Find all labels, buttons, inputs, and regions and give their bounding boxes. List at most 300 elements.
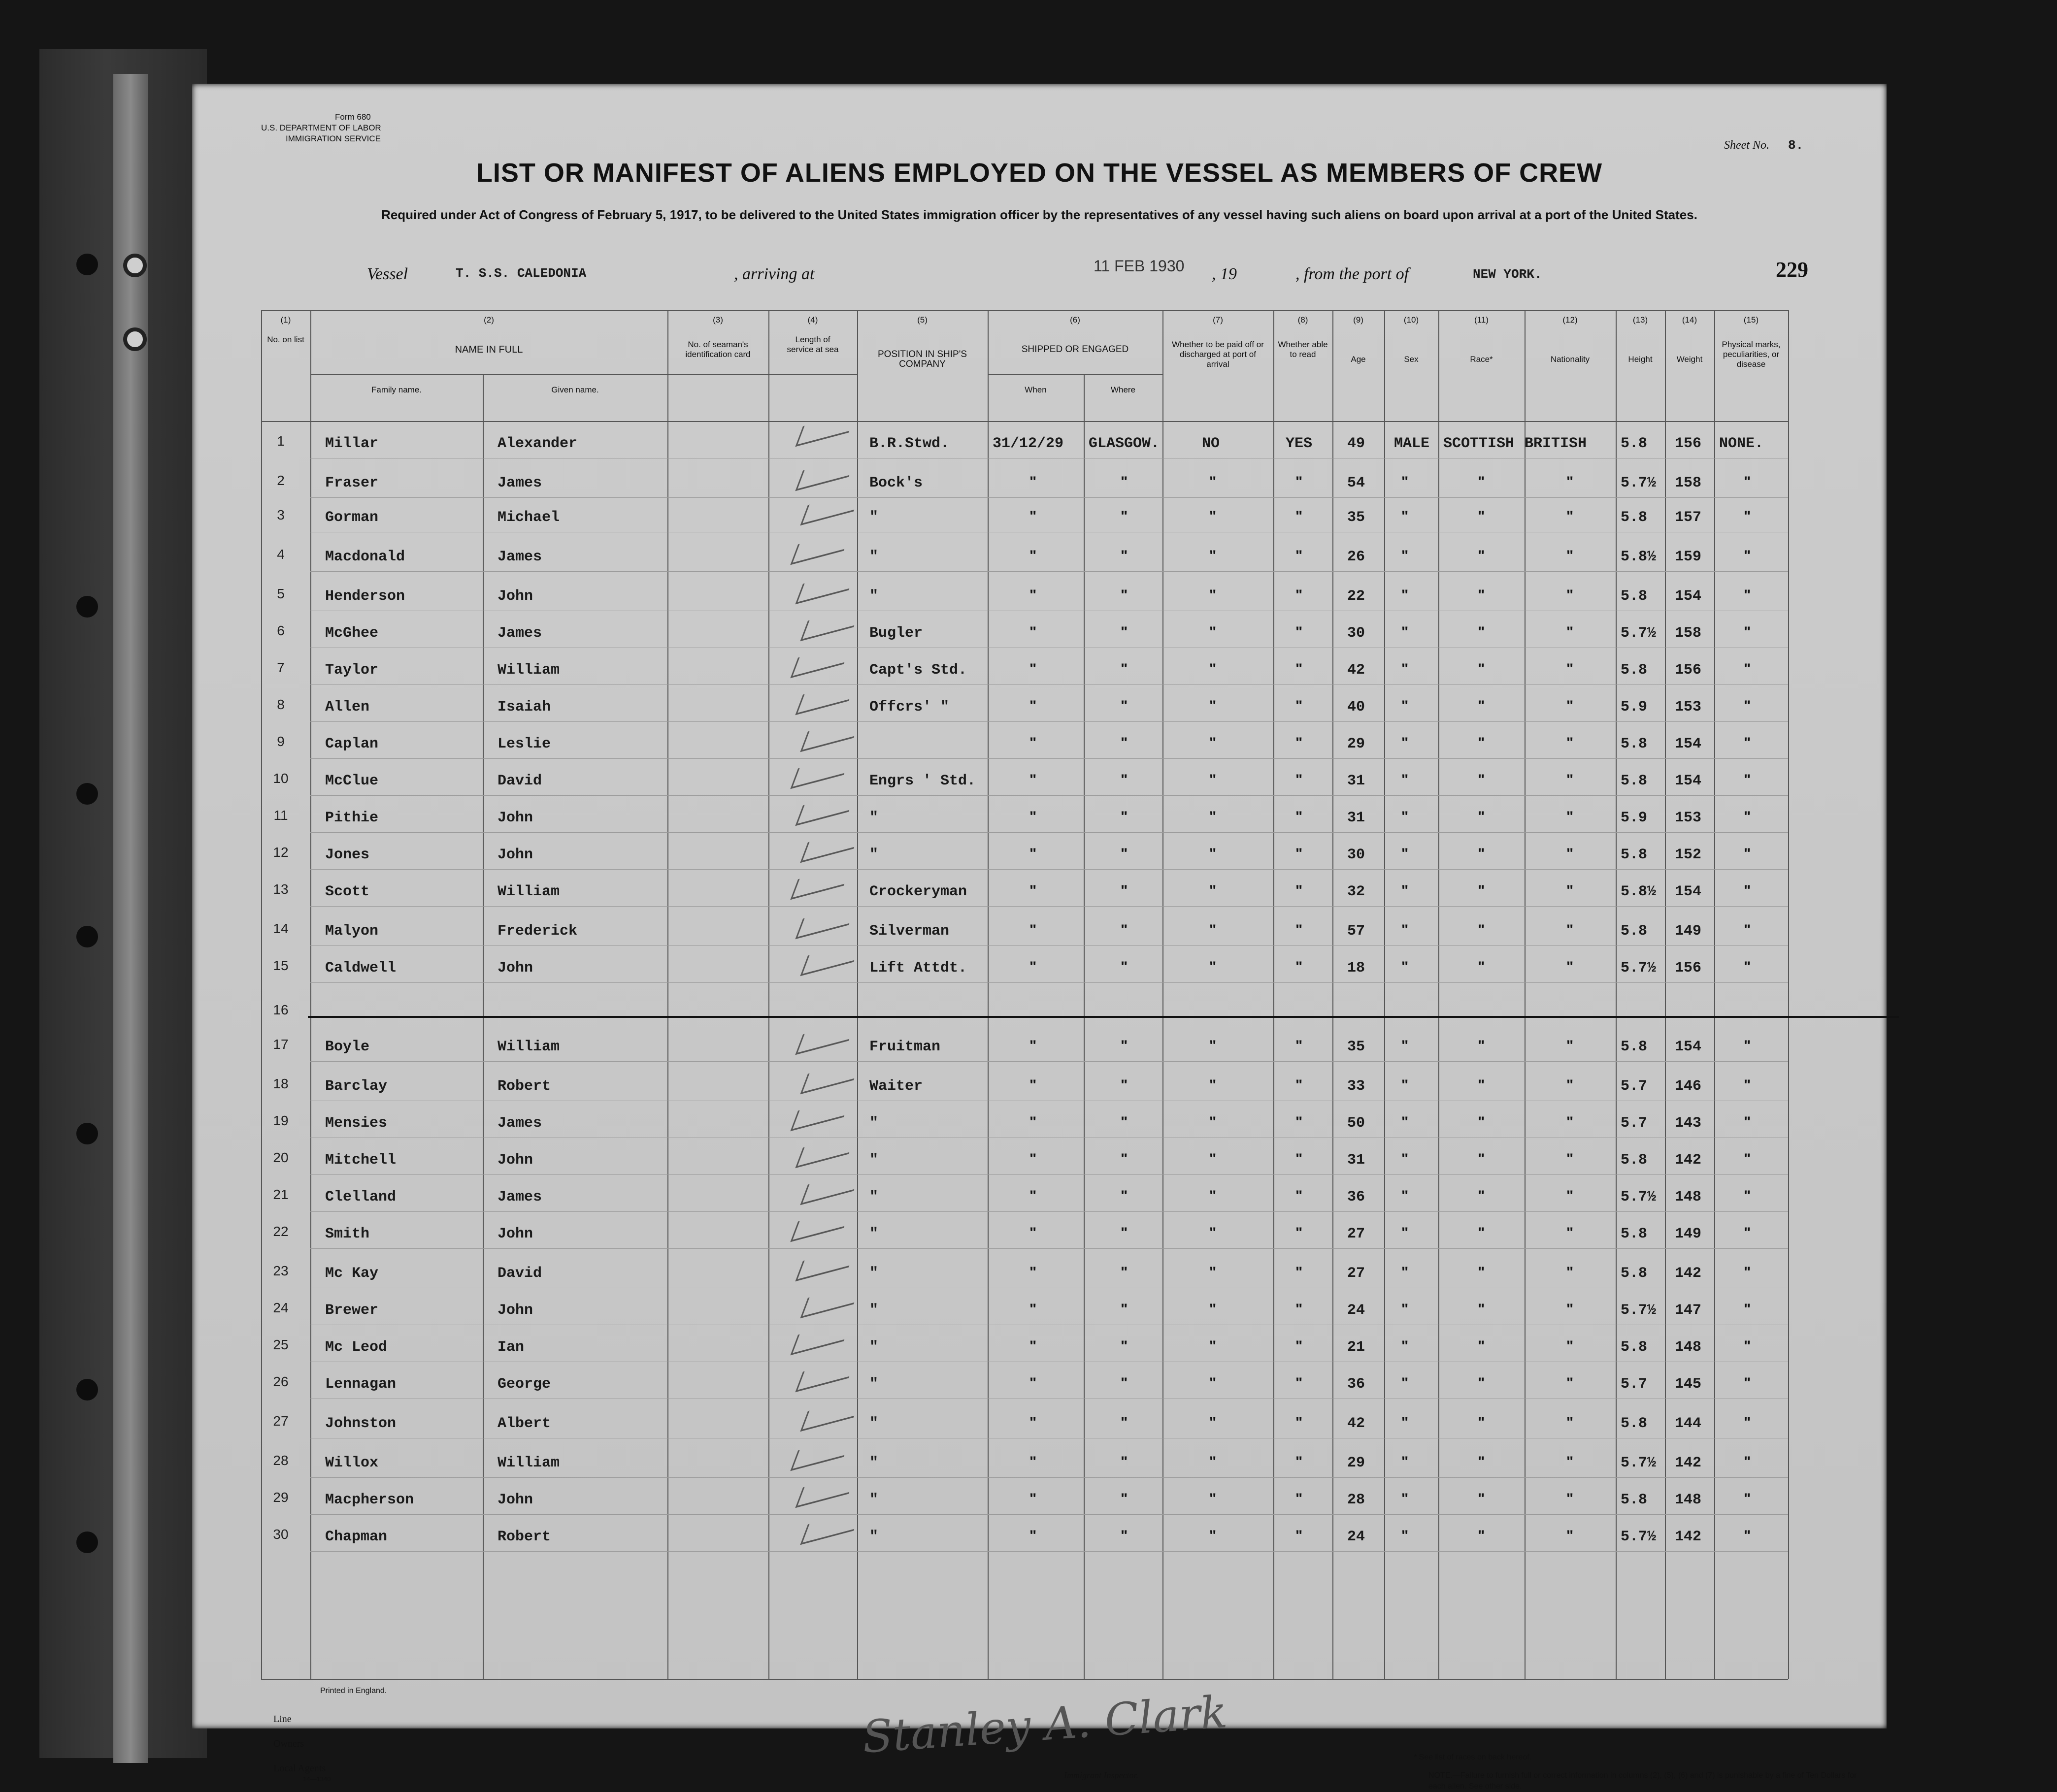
port-name: NEW YORK. bbox=[1473, 267, 1542, 282]
ditto-mark: " bbox=[1478, 1491, 1485, 1507]
ditto-mark: " bbox=[1209, 882, 1217, 899]
col-read-header: Whether able to read bbox=[1278, 340, 1328, 359]
ditto-mark: " bbox=[1209, 1375, 1217, 1391]
row-rule bbox=[310, 832, 1788, 833]
ditto-mark: " bbox=[1566, 1038, 1574, 1054]
height: 5.8 bbox=[1621, 1039, 1648, 1055]
ditto-mark: " bbox=[1121, 508, 1128, 524]
ditto-mark: " bbox=[1029, 922, 1037, 938]
ditto-mark: " bbox=[1478, 698, 1485, 714]
ditto-mark: " bbox=[1401, 1454, 1409, 1470]
ditto-mark: " bbox=[1566, 508, 1574, 524]
ditto-mark: " bbox=[1566, 1151, 1574, 1167]
paid-off: NO bbox=[1202, 435, 1220, 452]
ditto-mark: " bbox=[1566, 922, 1574, 938]
given-name: Ian bbox=[498, 1339, 525, 1356]
age: 31 bbox=[1347, 810, 1365, 826]
ditto-mark: " bbox=[1029, 1528, 1037, 1544]
family-name: Barclay bbox=[325, 1078, 388, 1095]
ditto-mark: " bbox=[1295, 661, 1303, 677]
ditto-mark: " bbox=[1744, 846, 1751, 862]
col-service-header: Length of service at sea bbox=[787, 335, 839, 354]
col-rule bbox=[1714, 310, 1715, 1679]
family-name: Brewer bbox=[325, 1302, 379, 1319]
family-name: Mitchell bbox=[325, 1152, 397, 1169]
ditto-mark: " bbox=[1121, 846, 1128, 862]
given-name: John bbox=[498, 1152, 533, 1169]
ditto-mark: " bbox=[1209, 1528, 1217, 1544]
ditto-mark: " bbox=[1566, 1188, 1574, 1204]
ditto-mark: " bbox=[1029, 1264, 1037, 1280]
col-height-header: Height bbox=[1628, 355, 1653, 364]
ditto-mark: " bbox=[1295, 587, 1303, 603]
ditto-mark: " bbox=[1566, 1454, 1574, 1470]
ditto-mark: " bbox=[1478, 1528, 1485, 1544]
col-race-number: (11) bbox=[1474, 315, 1489, 325]
ditto-mark: " bbox=[1295, 1114, 1303, 1130]
height: 5.8 bbox=[1621, 1152, 1648, 1169]
ditto-mark: " bbox=[1744, 1301, 1751, 1317]
row-number: 3 bbox=[277, 507, 285, 522]
ditto-mark: " bbox=[1029, 474, 1037, 490]
family-name: Boyle bbox=[325, 1039, 370, 1055]
row-number: 25 bbox=[273, 1337, 289, 1352]
position: " bbox=[869, 1265, 879, 1282]
ditto-mark: " bbox=[1295, 1225, 1303, 1241]
ditto-mark: " bbox=[1744, 474, 1751, 490]
check-mark bbox=[790, 865, 851, 900]
punch-hole bbox=[76, 1123, 98, 1144]
height: 5.7½ bbox=[1621, 1189, 1657, 1206]
ditto-mark: " bbox=[1744, 1151, 1751, 1167]
row-number: 5 bbox=[277, 586, 285, 601]
ditto-mark: " bbox=[1401, 1264, 1409, 1280]
col-height-number: (13) bbox=[1632, 315, 1648, 325]
race: SCOTTISH bbox=[1443, 435, 1515, 452]
ditto-mark: " bbox=[1121, 1491, 1128, 1507]
col-paid-number: (7) bbox=[1213, 315, 1223, 325]
given-name: Robert bbox=[498, 1529, 551, 1545]
ditto-mark: " bbox=[1478, 1375, 1485, 1391]
col-family-header: Family name. bbox=[371, 385, 422, 394]
position: Crockeryman bbox=[869, 883, 967, 900]
ditto-mark: " bbox=[1478, 1414, 1485, 1431]
col-rule bbox=[1616, 310, 1617, 1679]
given-name: John bbox=[498, 810, 533, 826]
given-name: William bbox=[498, 1455, 560, 1471]
row-number: 20 bbox=[273, 1150, 289, 1165]
ditto-mark: " bbox=[1401, 1077, 1409, 1093]
row-number: 24 bbox=[273, 1300, 289, 1315]
given-name: John bbox=[498, 960, 533, 977]
ditto-mark: " bbox=[1209, 809, 1217, 825]
col-marks-header: Physical marks, peculiarities, or disease bbox=[1722, 340, 1781, 369]
ditto-mark: " bbox=[1744, 1454, 1751, 1470]
ditto-mark: " bbox=[1744, 508, 1751, 524]
check-mark bbox=[800, 1171, 861, 1206]
row-number: 9 bbox=[277, 734, 285, 749]
row-number: 15 bbox=[273, 958, 289, 973]
given-name: Frederick bbox=[498, 923, 578, 940]
ditto-mark: " bbox=[1209, 1414, 1217, 1431]
col-rule bbox=[1525, 310, 1526, 1679]
weight: 158 bbox=[1675, 475, 1702, 491]
weight: 148 bbox=[1675, 1339, 1702, 1356]
age: 57 bbox=[1347, 923, 1365, 940]
weight: 157 bbox=[1675, 509, 1702, 526]
ditto-mark: " bbox=[1401, 698, 1409, 714]
check-mark bbox=[800, 1510, 861, 1545]
header-bottom-rule bbox=[261, 421, 1788, 422]
ditto-mark: " bbox=[1295, 846, 1303, 862]
arriving-label: , arriving at bbox=[734, 265, 815, 283]
check-mark bbox=[795, 412, 856, 447]
given-name: William bbox=[498, 1039, 560, 1055]
weight: 159 bbox=[1675, 549, 1702, 565]
ditto-mark: " bbox=[1401, 882, 1409, 899]
weight: 154 bbox=[1675, 1039, 1702, 1055]
ditto-mark: " bbox=[1029, 882, 1037, 899]
ditto-mark: " bbox=[1744, 548, 1751, 564]
row-rule bbox=[310, 571, 1788, 572]
col-where-header: Where bbox=[1110, 385, 1136, 394]
ditto-mark: " bbox=[1478, 772, 1485, 788]
ditto-mark: " bbox=[1566, 624, 1574, 640]
ditto-mark: " bbox=[1295, 1038, 1303, 1054]
ditto-mark: " bbox=[1566, 1301, 1574, 1317]
manifest-sheet bbox=[192, 84, 1887, 1791]
date-stamp: 11 FEB 1930 bbox=[1094, 257, 1185, 275]
form-number: Form 680 bbox=[335, 112, 371, 122]
binding-strip bbox=[113, 74, 148, 1763]
col-rule bbox=[1162, 310, 1163, 1679]
strike-line bbox=[308, 1016, 1899, 1018]
height: 5.7½ bbox=[1621, 1529, 1657, 1545]
owners-label: Owners bbox=[273, 1738, 304, 1749]
row-number: 13 bbox=[273, 881, 289, 897]
nationality: BRITISH bbox=[1525, 435, 1587, 452]
ditto-mark: " bbox=[1209, 1077, 1217, 1093]
position: " bbox=[869, 588, 879, 605]
ditto-mark: " bbox=[1401, 959, 1409, 975]
given-name: Michael bbox=[498, 509, 560, 526]
row-rule bbox=[310, 1551, 1788, 1552]
ditto-mark: " bbox=[1295, 809, 1303, 825]
col-rule bbox=[988, 310, 989, 1679]
family-name: Gorman bbox=[325, 509, 379, 526]
family-name: Scott bbox=[325, 883, 370, 900]
ditto-mark: " bbox=[1566, 809, 1574, 825]
ditto-mark: " bbox=[1295, 922, 1303, 938]
family-name: Jones bbox=[325, 847, 370, 863]
col-age-header: Age bbox=[1351, 355, 1366, 364]
ditto-mark: " bbox=[1121, 1301, 1128, 1317]
ditto-mark: " bbox=[1295, 1301, 1303, 1317]
ditto-mark: " bbox=[1209, 474, 1217, 490]
table-top-rule bbox=[261, 310, 1788, 311]
row-number: 11 bbox=[273, 808, 288, 823]
ditto-mark: " bbox=[1401, 1114, 1409, 1130]
ditto-mark: " bbox=[1566, 474, 1574, 490]
given-name: James bbox=[498, 1115, 542, 1132]
position: " bbox=[869, 1415, 879, 1432]
weight: 146 bbox=[1675, 1078, 1702, 1095]
ditto-mark: " bbox=[1295, 1188, 1303, 1204]
col-when-header: When bbox=[1025, 385, 1047, 394]
ditto-mark: " bbox=[1478, 1338, 1485, 1354]
year-label: , 19 bbox=[1212, 265, 1237, 283]
position: " bbox=[869, 1152, 879, 1169]
ditto-mark: " bbox=[1478, 1038, 1485, 1054]
check-mark bbox=[800, 717, 861, 752]
col-rule bbox=[1384, 310, 1385, 1679]
ditto-mark: " bbox=[1401, 1338, 1409, 1354]
ditto-mark: " bbox=[1295, 1528, 1303, 1544]
age: 24 bbox=[1347, 1529, 1365, 1545]
ditto-mark: " bbox=[1566, 1225, 1574, 1241]
row-number: 16 bbox=[273, 1002, 289, 1017]
height: 5.8 bbox=[1621, 1265, 1648, 1282]
col-weight-header: Weight bbox=[1676, 355, 1703, 364]
family-name: Mc Leod bbox=[325, 1339, 388, 1356]
ditto-mark: " bbox=[1566, 1491, 1574, 1507]
height: 5.9 bbox=[1621, 699, 1648, 716]
height: 5.7 bbox=[1621, 1078, 1648, 1095]
age: 29 bbox=[1347, 1455, 1365, 1471]
ditto-mark: " bbox=[1209, 1188, 1217, 1204]
punch-hole bbox=[76, 926, 98, 947]
check-mark bbox=[790, 1436, 851, 1471]
row-number: 29 bbox=[273, 1490, 289, 1505]
ditto-mark: " bbox=[1478, 809, 1485, 825]
ditto-mark: " bbox=[1478, 846, 1485, 862]
weight: 142 bbox=[1675, 1529, 1702, 1545]
shipped-when: 31/12/29 bbox=[993, 435, 1064, 452]
ditto-mark: " bbox=[1209, 1301, 1217, 1317]
family-name: McGhee bbox=[325, 625, 379, 642]
age: 21 bbox=[1347, 1339, 1365, 1356]
weight: 142 bbox=[1675, 1455, 1702, 1471]
position: " bbox=[869, 1302, 879, 1319]
ditto-mark: " bbox=[1209, 846, 1217, 862]
age: 49 bbox=[1347, 435, 1365, 452]
punch-hole bbox=[76, 1379, 98, 1401]
ditto-mark: " bbox=[1744, 1375, 1751, 1391]
ditto-mark: " bbox=[1295, 959, 1303, 975]
ditto-mark: " bbox=[1121, 959, 1128, 975]
col-card-header: No. of seaman's identification card bbox=[685, 340, 751, 359]
row-number: 17 bbox=[273, 1037, 289, 1052]
row-number: 22 bbox=[273, 1224, 289, 1239]
ditto-mark: " bbox=[1121, 882, 1128, 899]
row-number: 21 bbox=[273, 1187, 289, 1202]
ditto-mark: " bbox=[1401, 508, 1409, 524]
col-age-number: (9) bbox=[1353, 315, 1363, 325]
family-name: Caldwell bbox=[325, 960, 397, 977]
ditto-mark: " bbox=[1029, 772, 1037, 788]
vessel-name: T. S.S. CALEDONIA bbox=[456, 266, 587, 281]
weight: 156 bbox=[1675, 960, 1702, 977]
ditto-mark: " bbox=[1566, 1077, 1574, 1093]
weight: 156 bbox=[1675, 435, 1702, 452]
ditto-mark: " bbox=[1478, 1077, 1485, 1093]
age: 33 bbox=[1347, 1078, 1365, 1095]
weight: 153 bbox=[1675, 699, 1702, 716]
weight: 142 bbox=[1675, 1152, 1702, 1169]
height: 5.8 bbox=[1621, 923, 1648, 940]
row-rule bbox=[310, 906, 1788, 907]
ditto-mark: " bbox=[1121, 809, 1128, 825]
ditto-mark: " bbox=[1029, 1491, 1037, 1507]
ditto-mark: " bbox=[1566, 846, 1574, 862]
ditto-mark: " bbox=[1744, 1414, 1751, 1431]
given-name: James bbox=[498, 475, 542, 491]
page-number: 229 bbox=[1776, 258, 1808, 282]
row-number: 1 bbox=[277, 433, 285, 449]
position: Waiter bbox=[869, 1078, 923, 1095]
height: 5.7 bbox=[1621, 1115, 1648, 1132]
row-rule bbox=[310, 1514, 1788, 1515]
ditto-mark: " bbox=[1209, 624, 1217, 640]
ditto-mark: " bbox=[1401, 846, 1409, 862]
age: 22 bbox=[1347, 588, 1365, 605]
weight: 149 bbox=[1675, 923, 1702, 940]
ditto-mark: " bbox=[1209, 1114, 1217, 1130]
height: 5.8 bbox=[1621, 509, 1648, 526]
position: " bbox=[869, 1226, 879, 1242]
ditto-mark: " bbox=[1029, 1038, 1037, 1054]
inspector-label: Immigrant Inspector. bbox=[1064, 1770, 1138, 1780]
col-sex-header: Sex bbox=[1404, 355, 1419, 364]
given-name: Alexander bbox=[498, 435, 578, 452]
height: 5.8 bbox=[1621, 1492, 1648, 1508]
ditto-mark: " bbox=[1209, 587, 1217, 603]
ditto-mark: " bbox=[1566, 959, 1574, 975]
position: " bbox=[869, 1115, 879, 1132]
ditto-mark: " bbox=[1401, 1491, 1409, 1507]
ditto-mark: " bbox=[1744, 698, 1751, 714]
height: 5.8 bbox=[1621, 736, 1648, 752]
ditto-mark: " bbox=[1478, 508, 1485, 524]
ditto-mark: " bbox=[1478, 1225, 1485, 1241]
form-service: IMMIGRATION SERVICE bbox=[286, 134, 381, 143]
age: 30 bbox=[1347, 625, 1365, 642]
ditto-mark: " bbox=[1478, 1454, 1485, 1470]
ditto-mark: " bbox=[1209, 698, 1217, 714]
family-name: Macdonald bbox=[325, 549, 405, 565]
ditto-mark: " bbox=[1121, 474, 1128, 490]
family-name: Fraser bbox=[325, 475, 379, 491]
ditto-mark: " bbox=[1029, 587, 1037, 603]
family-name: Caplan bbox=[325, 736, 379, 752]
ditto-mark: " bbox=[1209, 1491, 1217, 1507]
weight: 149 bbox=[1675, 1226, 1702, 1242]
check-mark bbox=[795, 681, 856, 716]
height: 5.8 bbox=[1621, 435, 1648, 452]
position: Fruitman bbox=[869, 1039, 941, 1055]
col-service-number: (4) bbox=[807, 315, 818, 325]
height: 5.7½ bbox=[1621, 625, 1657, 642]
height: 5.7½ bbox=[1621, 475, 1657, 491]
sex: MALE bbox=[1394, 435, 1430, 452]
form-dept: U.S. DEPARTMENT OF LABOR bbox=[261, 123, 381, 132]
position: Engrs ' Std. bbox=[869, 773, 976, 789]
check-mark bbox=[800, 1397, 861, 1432]
punch-hole bbox=[76, 1531, 98, 1553]
ditto-mark: " bbox=[1121, 1038, 1128, 1054]
row-number: 28 bbox=[273, 1453, 289, 1468]
ditto-mark: " bbox=[1121, 1528, 1128, 1544]
row-number: 12 bbox=[273, 845, 289, 860]
ditto-mark: " bbox=[1401, 735, 1409, 751]
ditto-mark: " bbox=[1744, 587, 1751, 603]
age: 50 bbox=[1347, 1115, 1365, 1132]
vessel-label: Vessel bbox=[367, 265, 408, 283]
ditto-mark: " bbox=[1029, 1114, 1037, 1130]
given-name: John bbox=[498, 1302, 533, 1319]
check-mark bbox=[795, 1247, 856, 1282]
ditto-mark: " bbox=[1744, 1225, 1751, 1241]
weight: 156 bbox=[1675, 662, 1702, 679]
ditto-mark: " bbox=[1029, 846, 1037, 862]
given-name: William bbox=[498, 662, 560, 679]
family-name: Lennagan bbox=[325, 1376, 397, 1393]
weight: 142 bbox=[1675, 1265, 1702, 1282]
check-mark bbox=[795, 570, 856, 605]
position: Offcrs' " bbox=[869, 699, 950, 716]
ditto-mark: " bbox=[1478, 735, 1485, 751]
ditto-mark: " bbox=[1744, 1491, 1751, 1507]
ditto-mark: " bbox=[1401, 1375, 1409, 1391]
age: 54 bbox=[1347, 475, 1365, 491]
ditto-mark: " bbox=[1121, 922, 1128, 938]
col-no-number: (1) bbox=[280, 315, 291, 325]
shipped-where: GLASGOW. bbox=[1089, 435, 1160, 452]
ditto-mark: " bbox=[1744, 1038, 1751, 1054]
col-rule bbox=[1273, 310, 1274, 1679]
agents-code: 14—1340 bbox=[303, 1775, 331, 1783]
weight: 148 bbox=[1675, 1189, 1702, 1206]
ditto-mark: " bbox=[1295, 624, 1303, 640]
ditto-mark: " bbox=[1295, 1338, 1303, 1354]
col-shipped-header: SHIPPED OR ENGAGED bbox=[1021, 344, 1129, 355]
age: 18 bbox=[1347, 960, 1365, 977]
page-subtitle: Required under Act of Congress of February 5, 1917, to be delivered to the United States immigration officer by the representatives of any vessel having such aliens on board upon arrival at a port of the United States. bbox=[381, 207, 1697, 222]
col-rule bbox=[857, 310, 858, 1679]
ditto-mark: " bbox=[1029, 508, 1037, 524]
given-name: John bbox=[498, 588, 533, 605]
ditto-mark: " bbox=[1209, 772, 1217, 788]
position: " bbox=[869, 1189, 879, 1206]
ditto-mark: " bbox=[1401, 1038, 1409, 1054]
age: 26 bbox=[1347, 549, 1365, 565]
age: 36 bbox=[1347, 1376, 1365, 1393]
position: " bbox=[869, 1339, 879, 1356]
physical-marks: NONE. bbox=[1719, 435, 1764, 452]
ditto-mark: " bbox=[1209, 735, 1217, 751]
weight: 154 bbox=[1675, 736, 1702, 752]
check-mark bbox=[800, 607, 861, 642]
ditto-mark: " bbox=[1209, 661, 1217, 677]
ditto-mark: " bbox=[1566, 1264, 1574, 1280]
family-name: Millar bbox=[325, 435, 379, 452]
ditto-mark: " bbox=[1401, 1528, 1409, 1544]
row-rule bbox=[310, 758, 1788, 759]
ditto-mark: " bbox=[1295, 772, 1303, 788]
ditto-mark: " bbox=[1209, 1225, 1217, 1241]
check-mark bbox=[795, 1473, 856, 1508]
check-mark bbox=[790, 754, 851, 789]
